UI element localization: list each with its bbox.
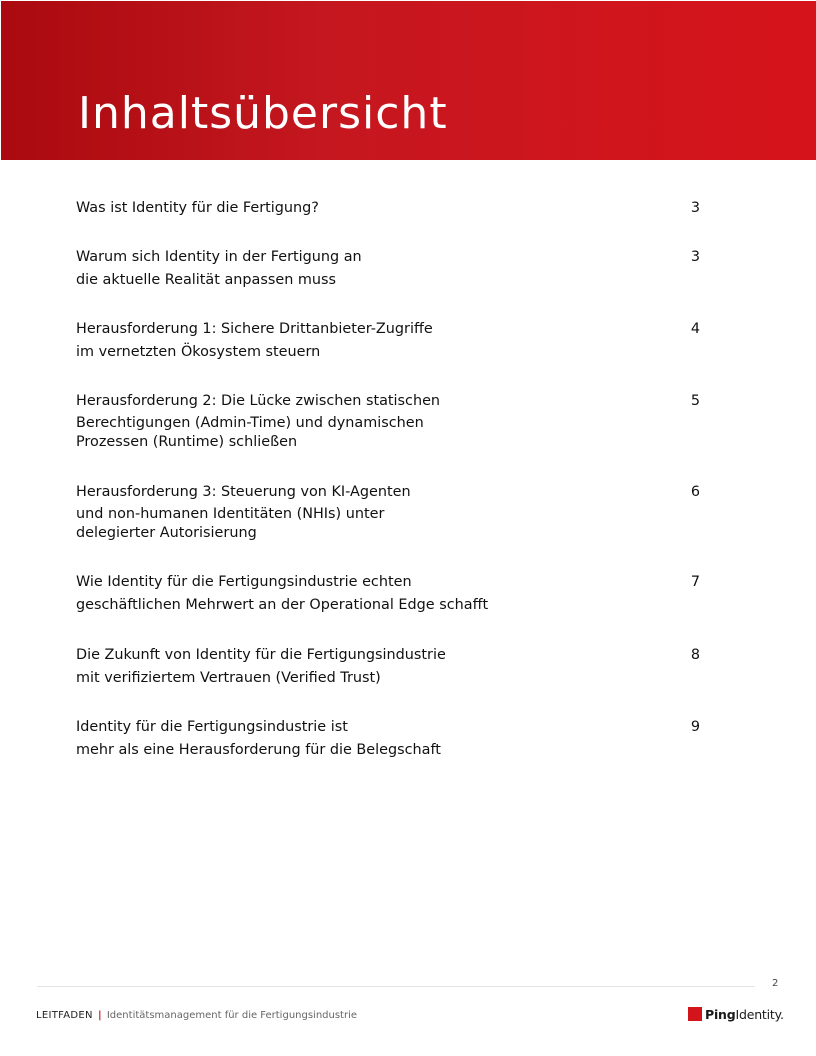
logo-square-icon [688, 1007, 702, 1021]
toc-entry[interactable] [76, 645, 702, 689]
toc-page-number: 7 [690, 574, 700, 590]
footer-separator: | [98, 1010, 102, 1021]
toc-entry-title: Was ist Identity für die Fertigung? [76, 200, 319, 216]
toc-entry-title: delegierter Autorisierung [76, 525, 257, 541]
footer-doc-type: LEITFADEN [36, 1010, 93, 1021]
toc-entry-title: Herausforderung 1: Sichere Drittanbieter-Zugriffe [76, 321, 433, 337]
toc-page-number: 6 [690, 484, 700, 500]
toc-entry-title: Wie Identity für die Fertigungsindustrie echten [76, 574, 412, 590]
footer-document-label [36, 1010, 357, 1021]
toc-entry-title: Prozessen (Runtime) schließen [76, 434, 298, 450]
toc-entry-title: mit verifiziertem Vertrauen (Verified Trust) [76, 670, 381, 686]
toc-page-number: 8 [690, 647, 700, 663]
header-banner [1, 1, 816, 160]
toc-entry-title: und non-humanen Identitäten (NHIs) unter [76, 506, 385, 522]
toc-page-number: 3 [690, 200, 700, 216]
toc-entry[interactable] [76, 247, 702, 291]
toc-entry[interactable] [76, 319, 702, 363]
toc-page-number: 3 [690, 249, 700, 265]
toc-entry[interactable] [76, 198, 702, 219]
logo-word-identity: Identity. [735, 1006, 784, 1022]
toc-entry-title: mehr als eine Herausforderung für die Belegschaft [76, 742, 441, 758]
toc-entry-title: Die Zukunft von Identity für die Fertigungsindustrie [76, 647, 446, 663]
toc-entry-title: im vernetzten Ökosystem steuern [76, 344, 321, 360]
toc-entry-title: Herausforderung 2: Die Lücke zwischen statischen [76, 393, 441, 409]
toc-page-number: 5 [690, 393, 700, 409]
toc-entry[interactable] [76, 717, 702, 761]
toc-page-number: 9 [690, 719, 700, 735]
page-number: 2 [772, 978, 779, 989]
toc-entry-title: geschäftlichen Mehrwert an der Operational Edge schafft [76, 597, 489, 613]
toc-entry-title: Berechtigungen (Admin-Time) und dynamischen [76, 415, 424, 431]
toc-entry[interactable] [76, 482, 702, 543]
toc-entry[interactable] [76, 391, 702, 452]
footer-doc-subtitle: Identitätsmanagement für die Fertigungsindustrie [106, 1010, 358, 1021]
toc-page-number: 4 [690, 321, 700, 337]
footer-divider [37, 986, 755, 987]
toc-entry-title: die aktuelle Realität anpassen muss [76, 272, 337, 288]
toc-entry[interactable] [76, 572, 702, 616]
toc-entry-title: Identity für die Fertigungsindustrie ist [76, 719, 348, 735]
logo-wordmark [705, 1007, 784, 1022]
logo-word-ping: Ping [705, 1006, 736, 1022]
toc-entry-title: Herausforderung 3: Steuerung von KI-Agenten [76, 484, 411, 500]
ping-identity-logo [688, 1005, 784, 1023]
toc-entry-title: Warum sich Identity in der Fertigung an [76, 249, 362, 265]
page-title: Inhaltsübersicht [78, 88, 448, 139]
